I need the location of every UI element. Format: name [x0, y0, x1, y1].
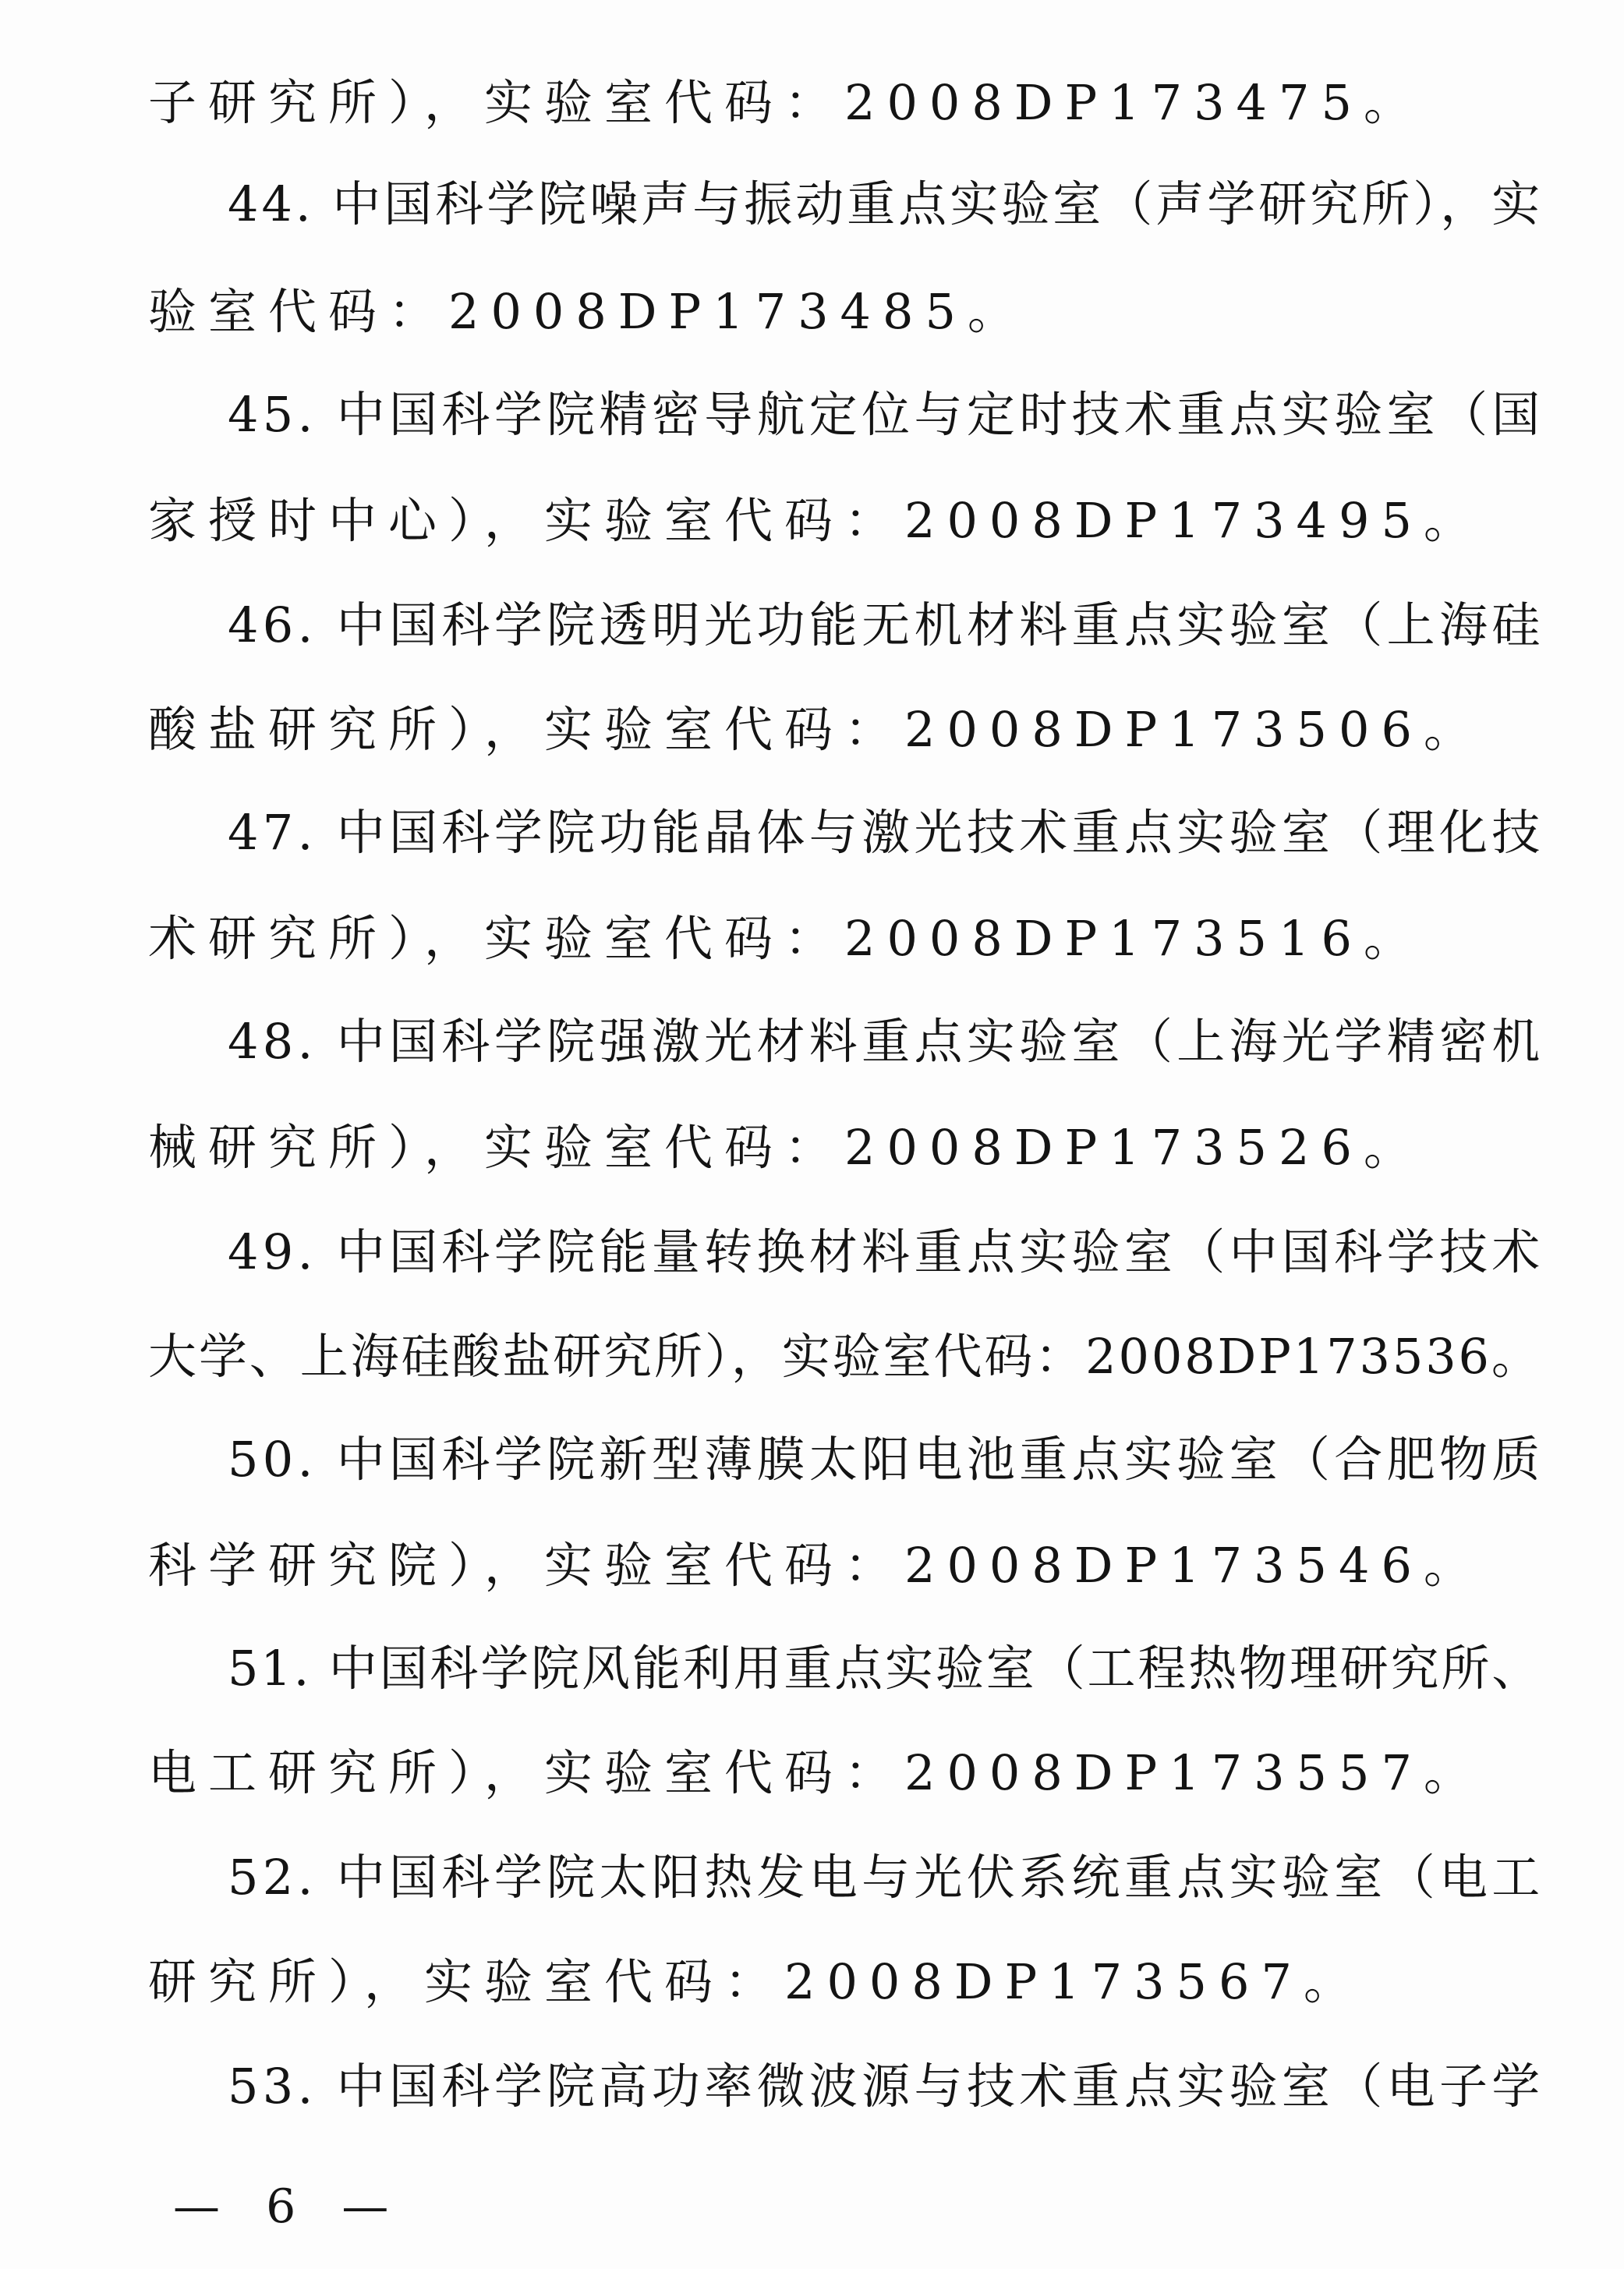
text-line: 子研究所），实验室代码：2008DP173475。	[148, 74, 1424, 131]
text-line: 50. 中国科学院新型薄膜太阳电池重点实验室（合肥物质	[228, 1431, 1544, 1488]
text-line: 44. 中国科学院噪声与振动重点实验室（声学研究所），实	[228, 175, 1544, 232]
text-line: 52. 中国科学院太阳热发电与光伏系统重点实验室（电工	[228, 1849, 1544, 1906]
text-line: 51. 中国科学院风能利用重点实验室（工程热物理研究所、	[228, 1640, 1543, 1697]
text-line: 术研究所），实验室代码：2008DP173516。	[148, 910, 1424, 967]
text-line: 酸盐研究所），实验室代码：2008DP173506。	[148, 701, 1484, 758]
text-line: 大学、上海硅酸盐研究所），实验室代码：2008DP173536。	[148, 1328, 1542, 1385]
text-line: 科学研究院），实验室代码：2008DP173546。	[148, 1537, 1484, 1594]
text-line: 家授时中心），实验室代码：2008DP173495。	[148, 492, 1484, 549]
text-line: 47. 中国科学院功能晶体与激光技术重点实验室（理化技	[228, 804, 1544, 861]
text-line: 49. 中国科学院能量转换材料重点实验室（中国科学技术	[228, 1223, 1544, 1280]
text-line: 电工研究所），实验室代码：2008DP173557。	[148, 1744, 1484, 1801]
text-line: 验室代码：2008DP173485。	[148, 283, 1028, 340]
text-line: 48. 中国科学院强激光材料重点实验室（上海光学精密机	[228, 1013, 1544, 1070]
text-line: 46. 中国科学院透明光功能无机材料重点实验室（上海硅	[228, 596, 1544, 653]
page-number: — 6 —	[173, 2179, 405, 2234]
text-line: 研究所），实验室代码：2008DP173567。	[148, 1953, 1364, 2010]
text-line: 械研究所），实验室代码：2008DP173526。	[148, 1119, 1424, 1176]
text-line: 45. 中国科学院精密导航定位与定时技术重点实验室（国	[228, 386, 1544, 443]
text-line: 53. 中国科学院高功率微波源与技术重点实验室（电子学	[228, 2058, 1544, 2115]
